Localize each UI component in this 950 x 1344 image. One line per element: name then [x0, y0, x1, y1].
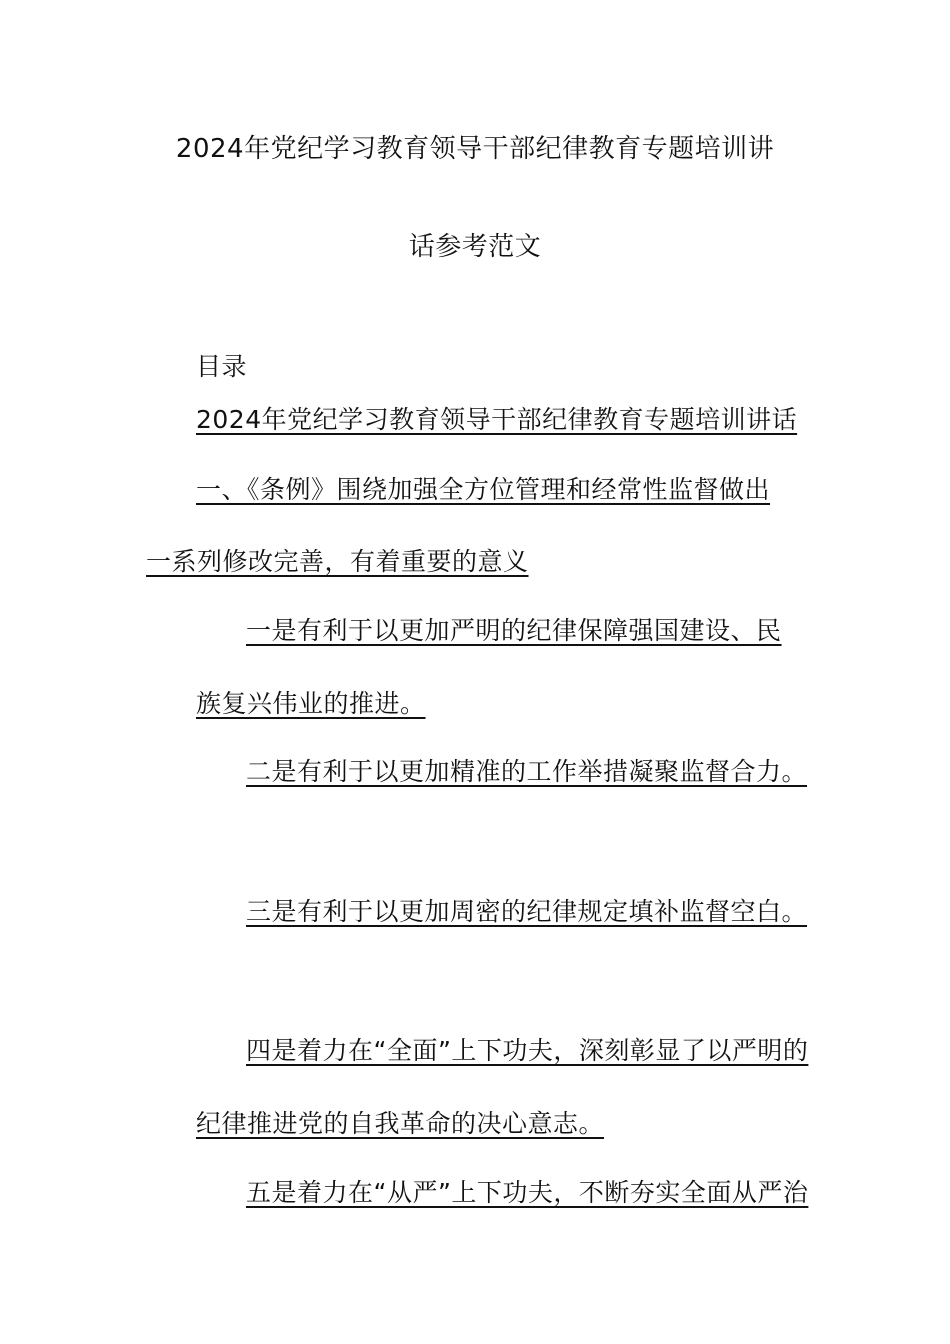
- toc-item-3[interactable]: 三是有利于以更加周密的纪律规定填补监督空白。: [246, 897, 808, 926]
- toc-item-4-line-1[interactable]: 四是着力在“全面”上下功夫，深刻彰显了以严明的: [246, 1036, 809, 1065]
- toc-entry-1-line-2[interactable]: 一系列修改完善，有着重要的意义: [146, 547, 529, 576]
- toc-entry-main[interactable]: 2024年党纪学习教育领导干部纪律教育专题培训讲话: [196, 405, 798, 434]
- toc-item-1-line-1[interactable]: 一是有利于以更加严明的纪律保障强国建设、民: [246, 616, 782, 645]
- toc-item-2[interactable]: 二是有利于以更加精准的工作举措凝聚监督合力。: [246, 757, 808, 786]
- document-title-line-1: 2024年党纪学习教育领导干部纪律教育专题培训讲: [175, 134, 775, 164]
- document-title-line-2: 话参考范文: [408, 232, 542, 262]
- toc-item-1-line-2[interactable]: 族复兴伟业的推进。: [196, 689, 426, 718]
- toc-item-4-line-2[interactable]: 纪律推进党的自我革命的决心意志。: [196, 1109, 605, 1138]
- toc-heading: 目录: [196, 352, 248, 381]
- toc-item-5-line-1[interactable]: 五是着力在“从严”上下功夫，不断夯实全面从严治: [246, 1178, 809, 1207]
- toc-entry-1-line-1[interactable]: 一、《条例》围绕加强全方位管理和经常性监督做出: [196, 475, 771, 504]
